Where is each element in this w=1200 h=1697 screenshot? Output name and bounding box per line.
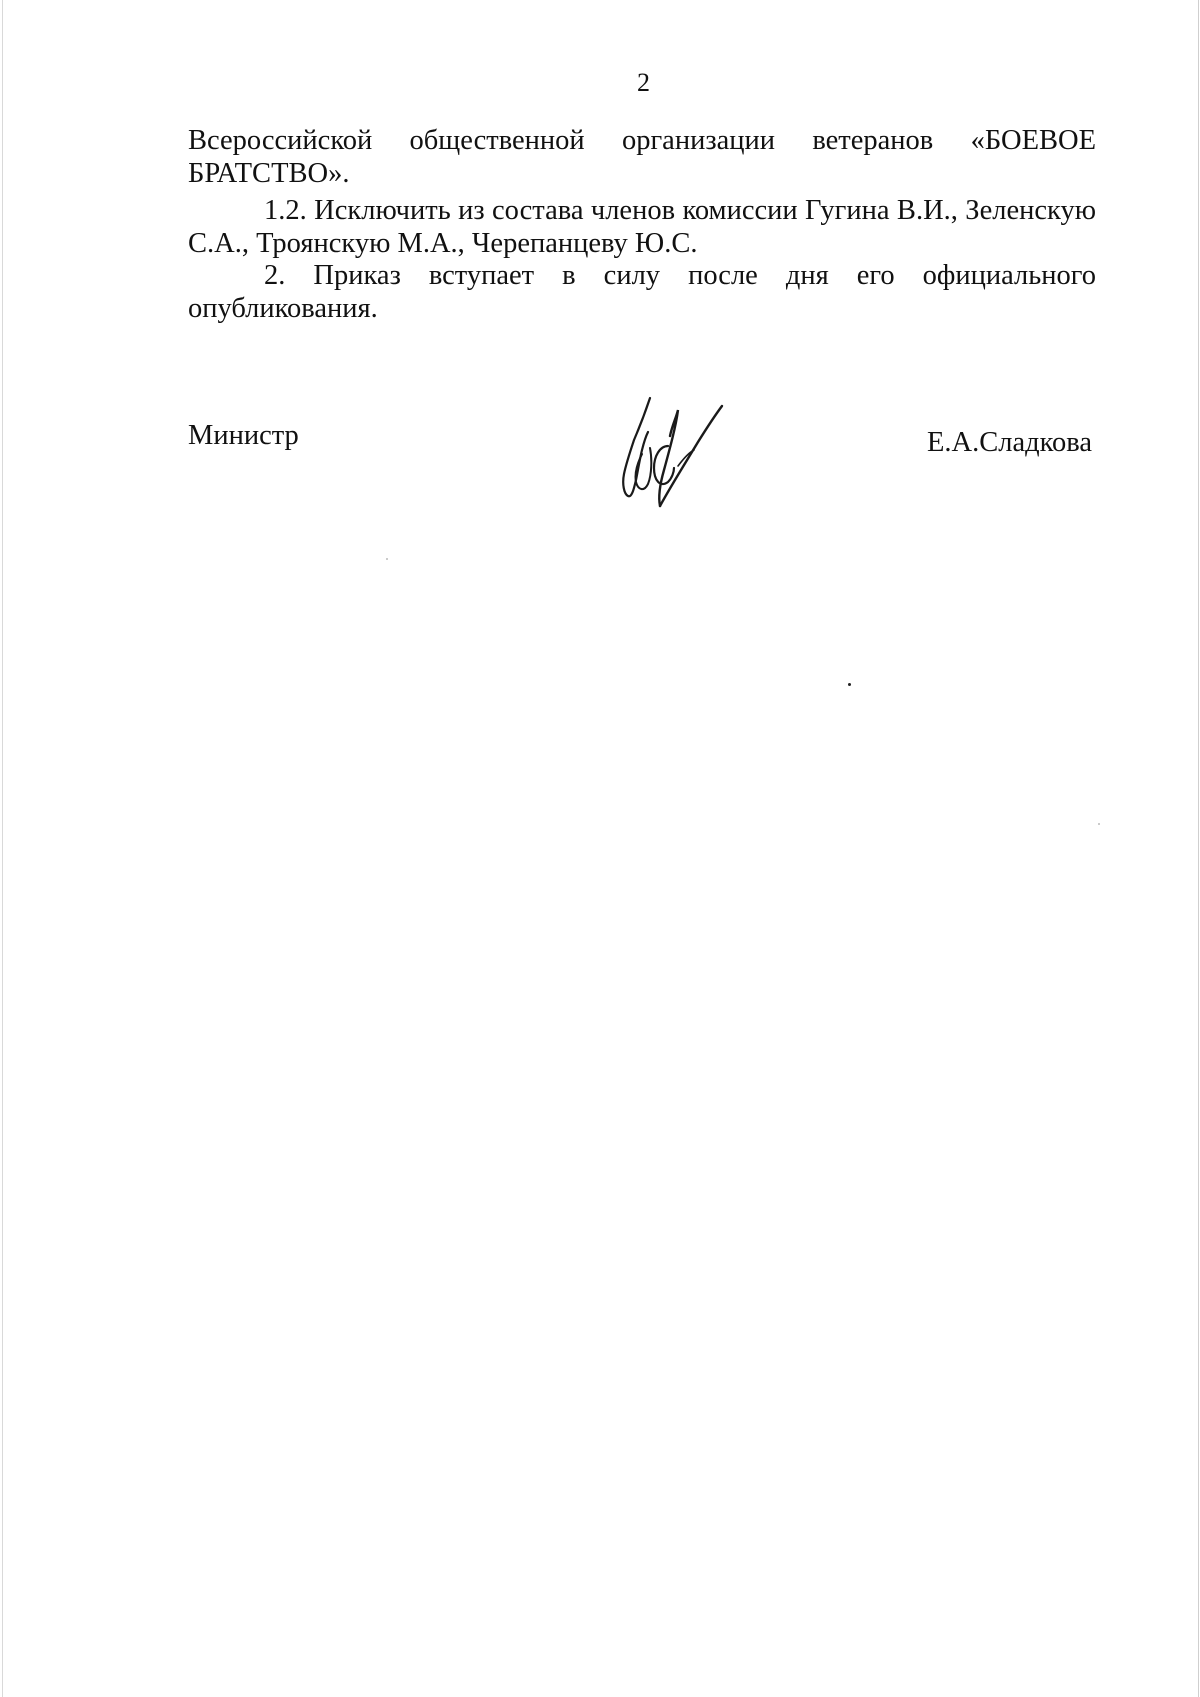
signatory-name: Е.А.Сладкова — [926, 427, 1092, 458]
handwritten-signature-icon — [612, 396, 732, 511]
paragraph-3 — [188, 259, 1096, 325]
paragraph-2-line-2: С.А., Троянскую М.А., Черепанцеву Ю.С. — [188, 228, 698, 259]
paragraph-3-line-2: опубликования. — [188, 293, 378, 324]
scan-speck — [1098, 823, 1100, 825]
paragraph-1 — [188, 124, 1096, 190]
paragraph-3-line-1: 2. Приказ вступает в силу после дня его официального — [264, 260, 1096, 291]
scan-edge-right — [1198, 0, 1199, 1697]
page-number: 2 — [637, 68, 650, 97]
paragraph-2-line-1: 1.2. Исключить из состава членов комиссии Гугина В.И., Зеленскую — [264, 195, 1096, 226]
signatory-role: Министр — [188, 420, 299, 451]
paragraph-2 — [188, 194, 1096, 260]
scan-edge-left — [2, 0, 3, 1697]
scan-speck — [848, 683, 851, 686]
paragraph-1-line-1: Всероссийской общественной организации ветеранов «БОЕВОЕ — [188, 125, 1096, 156]
paragraph-1-line-2: БРАТСТВО». — [188, 158, 350, 189]
scan-speck — [386, 558, 388, 560]
